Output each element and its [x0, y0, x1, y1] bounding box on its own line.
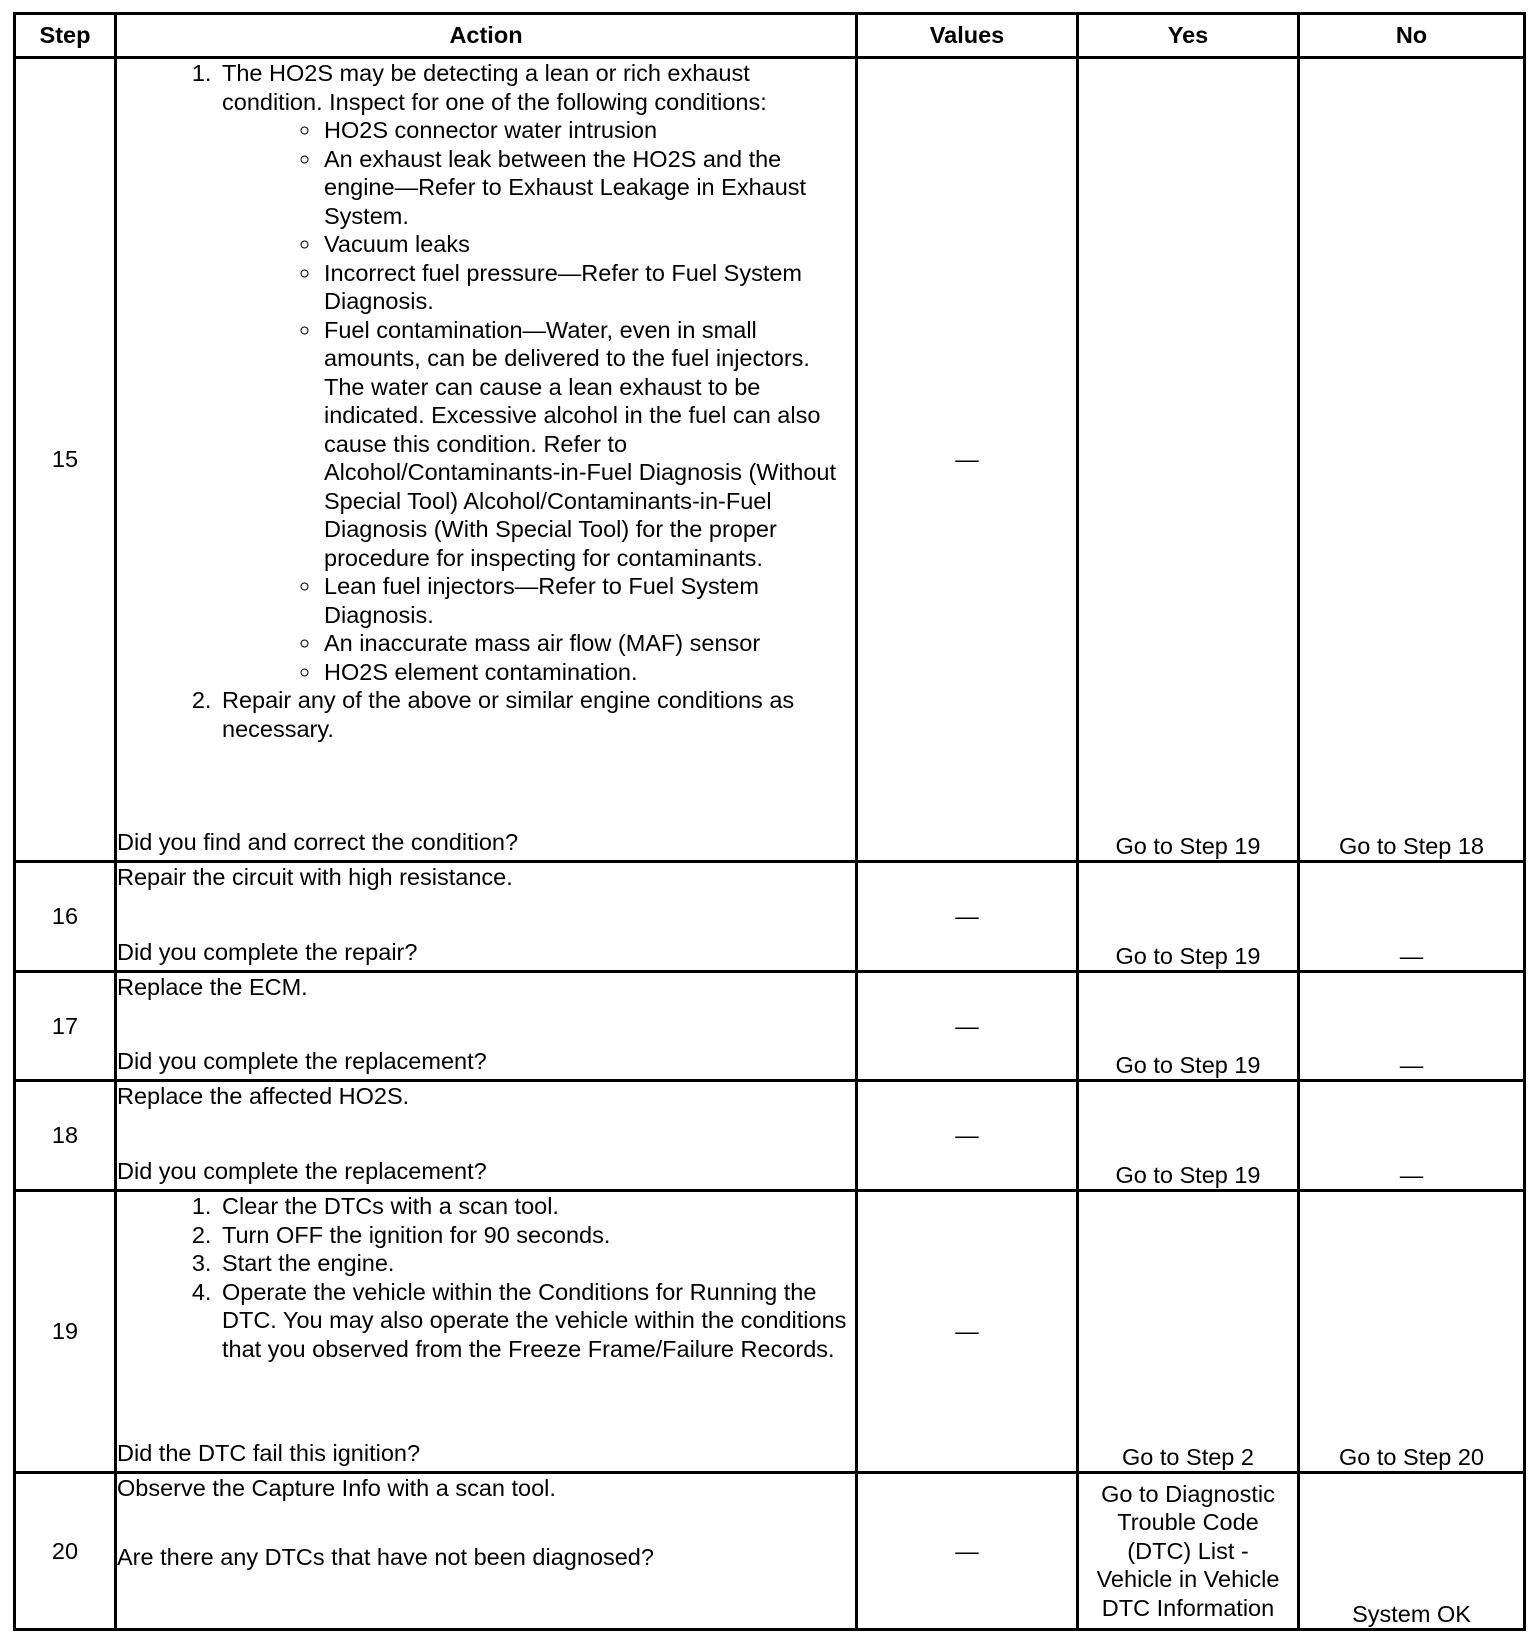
table-row-step-18 [15, 1081, 1525, 1191]
diagnostic-table [13, 12, 1526, 1631]
condition-item: ◦ Vacuum leaks [322, 230, 855, 259]
header-no: No [1299, 14, 1525, 58]
action-step-item: 2. Repair any of the above or similar engine conditions as necessary. [218, 686, 855, 743]
condition-item: ◦ An inaccurate mass air flow (MAF) sensor [322, 629, 855, 658]
table-row-step-19 [15, 1191, 1525, 1473]
step-number: 20 [15, 1473, 116, 1630]
condition-item: ◦ Lean fuel injectors—Refer to Fuel System Diagnosis. [322, 572, 855, 629]
values-cell [857, 862, 1078, 972]
yes-cell: Go to Step 19 [1078, 972, 1299, 1081]
values-dash: — [955, 1537, 979, 1564]
condition-item: ◦ HO2S connector water intrusion [322, 116, 855, 145]
table-row-step-15 [15, 58, 1525, 862]
table-row-step-16 [15, 862, 1525, 972]
action-step-item: 4. Operate the vehicle within the Conditions for Running the DTC. You may also operate the vehicle within the conditions that you observed from the Freeze Frame/Failure Records. [218, 1278, 855, 1364]
no-cell: — [1299, 862, 1525, 972]
values-cell [857, 1081, 1078, 1191]
action-step-list [117, 59, 855, 743]
action-text: Replace the ECM. [117, 974, 308, 1000]
action-question: Did you complete the repair? [117, 938, 418, 965]
action-text: Replace the affected HO2S. [117, 1083, 410, 1109]
yes-cell: Go to Step 19 [1078, 862, 1299, 972]
values-cell [857, 1473, 1078, 1630]
no-cell: Go to Step 20 [1299, 1191, 1525, 1473]
header-row [15, 14, 1525, 58]
action-question: Did you complete the replacement? [117, 1157, 487, 1184]
step-number: 19 [15, 1191, 116, 1473]
step-number: 17 [15, 972, 116, 1081]
values-dash: — [955, 1318, 979, 1345]
action-cell [116, 1473, 857, 1630]
action-question: Did the DTC fail this ignition? [117, 1439, 421, 1466]
header-values: Values [857, 14, 1078, 58]
yes-cell-diagnostic-link: Go to Diagnostic Trouble Code (DTC) List - Vehicle in Vehicle DTC Information [1078, 1473, 1299, 1630]
action-step-list [117, 1192, 855, 1363]
action-text: Repair the circuit with high resistance. [117, 864, 513, 890]
action-step-item: 2. Turn OFF the ignition for 90 seconds. [218, 1221, 855, 1250]
action-cell [116, 972, 857, 1081]
values-cell [857, 58, 1078, 862]
condition-item: ◦ Incorrect fuel pressure—Refer to Fuel System Diagnosis. [322, 259, 855, 316]
table-row-step-17 [15, 972, 1525, 1081]
condition-item: ◦ An exhaust leak between the HO2S and the engine—Refer to Exhaust Leakage in Exhaust System. [322, 145, 855, 231]
yes-cell: Go to Step 2 [1078, 1191, 1299, 1473]
step-number: 15 [15, 58, 116, 862]
action-question: Did you complete the replacement? [117, 1047, 487, 1074]
values-dash: — [955, 446, 979, 473]
action-step-item: 3. Start the engine. [218, 1249, 855, 1278]
step-number: 16 [15, 862, 116, 972]
values-cell [857, 972, 1078, 1081]
action-question: Are there any DTCs that have not been diagnosed? [117, 1543, 654, 1570]
condition-item: ◦ HO2S element contamination. [322, 658, 855, 687]
condition-list [222, 116, 855, 686]
no-cell: — [1299, 972, 1525, 1081]
yes-cell: Go to Step 19 [1078, 58, 1299, 862]
values-dash: — [955, 1012, 979, 1039]
action-step-item [218, 59, 855, 686]
action-text: Observe the Capture Info with a scan tool. [117, 1475, 556, 1501]
action-cell [116, 58, 857, 862]
header-action: Action [116, 14, 857, 58]
action-cell [116, 862, 857, 972]
action-cell [116, 1081, 857, 1191]
action-step-text: The HO2S may be detecting a lean or rich exhaust condition. Inspect for one of the following conditions: [222, 60, 767, 115]
no-cell: System OK [1299, 1473, 1525, 1630]
values-dash: — [955, 1122, 979, 1149]
header-step: Step [15, 14, 116, 58]
table-row-step-20 [15, 1473, 1525, 1630]
action-cell [116, 1191, 857, 1473]
header-yes: Yes [1078, 14, 1299, 58]
yes-cell: Go to Step 19 [1078, 1081, 1299, 1191]
no-cell: Go to Step 18 [1299, 58, 1525, 862]
condition-item: ◦ Fuel contamination—Water, even in small amounts, can be delivered to the fuel injectors. The water can cause a lean exhaust to be indicated. Excessive alcohol in the fuel can also cause this condition. Refer to Alcohol/Contaminants-in-Fuel Diagnosis (Without Special Tool) Alcohol/Contaminants-in-Fuel Diagnosis (With Special Tool) for the proper procedure for inspecting for contaminants. [322, 316, 855, 573]
no-cell: — [1299, 1081, 1525, 1191]
action-question: Did you find and correct the condition? [117, 828, 519, 855]
step-number: 18 [15, 1081, 116, 1191]
values-dash: — [955, 903, 979, 930]
values-cell [857, 1191, 1078, 1473]
action-step-item: 1. Clear the DTCs with a scan tool. [218, 1192, 855, 1221]
